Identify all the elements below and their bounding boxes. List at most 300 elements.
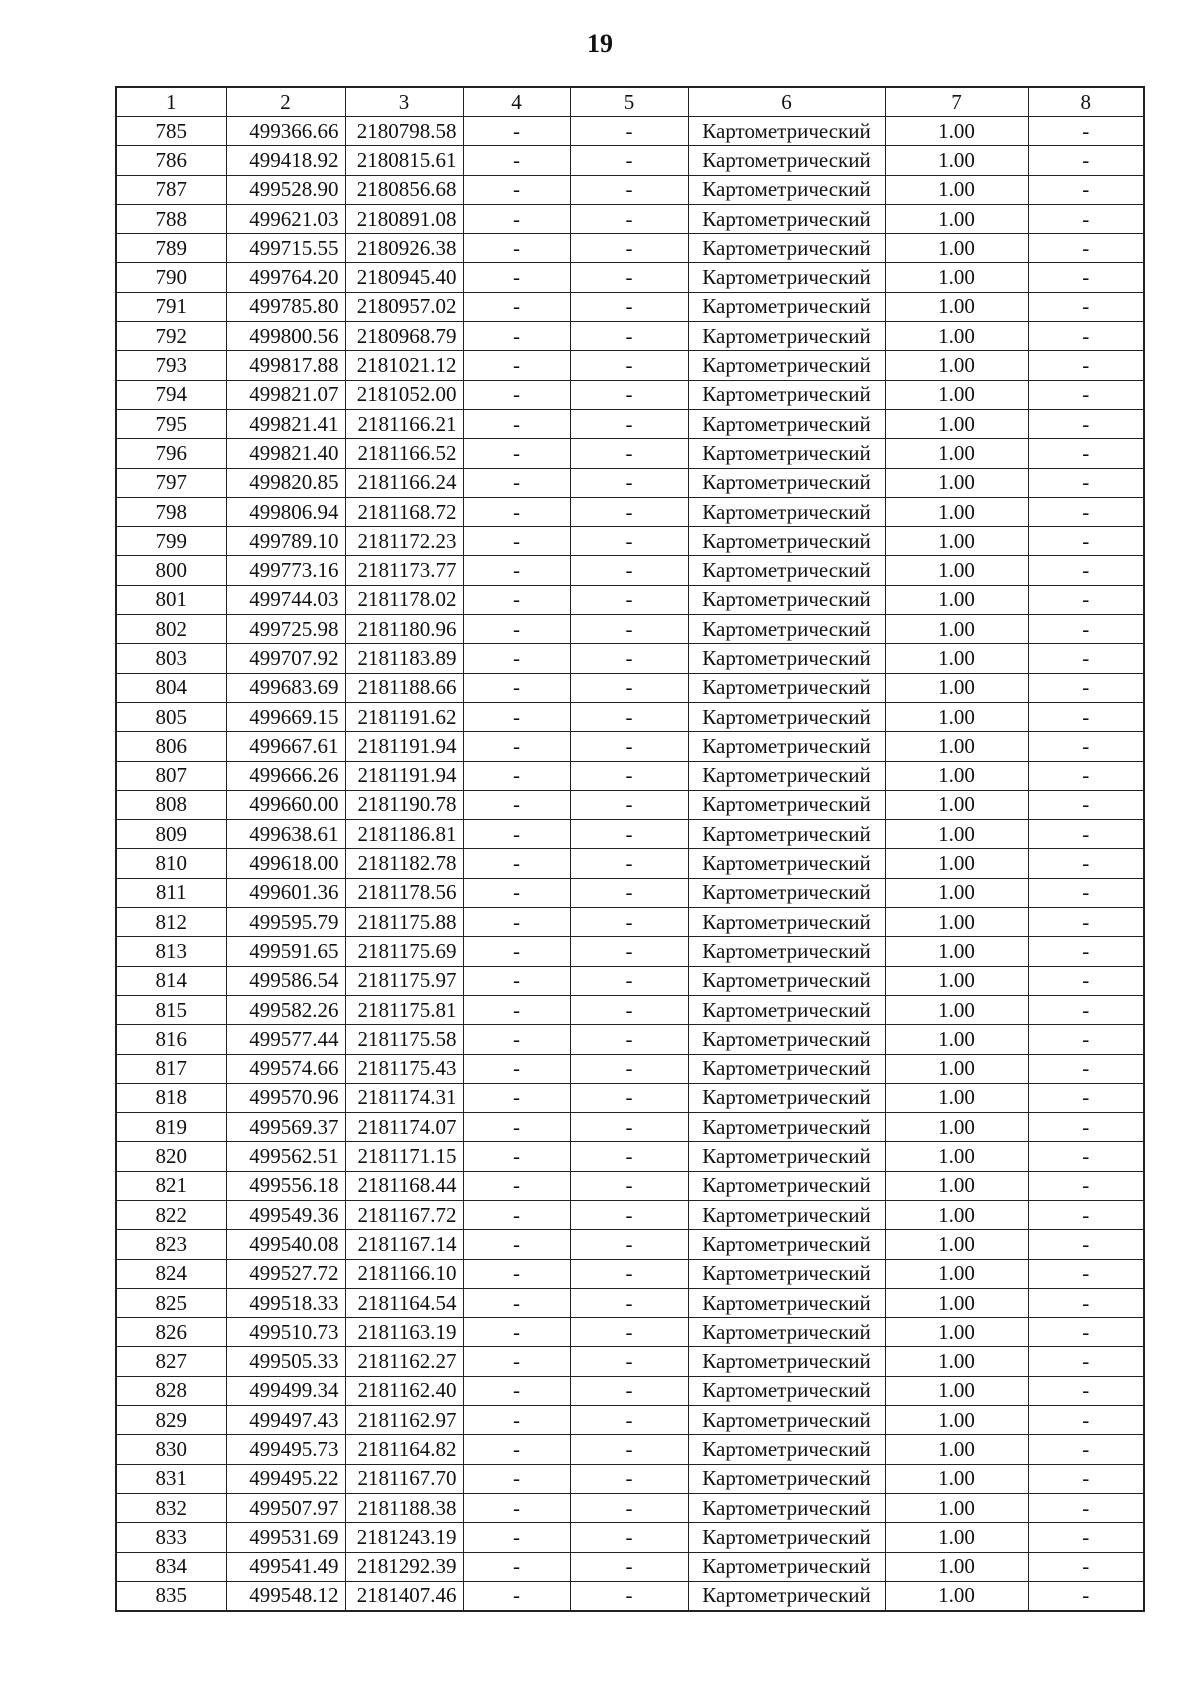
column-4-cell: - xyxy=(463,556,570,585)
column-5-cell: - xyxy=(570,878,688,907)
column-5-cell: - xyxy=(570,409,688,438)
x-coordinate-cell: 499510.73 xyxy=(226,1318,345,1347)
column-4-cell: - xyxy=(463,380,570,409)
method-cell: Картометрический xyxy=(688,1142,885,1171)
column-5-cell: - xyxy=(570,1142,688,1171)
table-row xyxy=(116,908,1144,937)
column-5-cell: - xyxy=(570,322,688,351)
method-cell: Картометрический xyxy=(688,1259,885,1288)
method-cell: Картометрический xyxy=(688,1113,885,1142)
point-number-cell: 811 xyxy=(116,878,226,907)
table-row xyxy=(116,1581,1144,1611)
accuracy-cell: 1.00 xyxy=(885,702,1028,731)
column-5-cell: - xyxy=(570,1435,688,1464)
table-row xyxy=(116,468,1144,497)
table-row xyxy=(116,849,1144,878)
y-coordinate-cell: 2180926.38 xyxy=(345,234,463,263)
y-coordinate-cell: 2180957.02 xyxy=(345,292,463,321)
column-5-cell: - xyxy=(570,468,688,497)
column-5-cell: - xyxy=(570,1200,688,1229)
y-coordinate-cell: 2180815.61 xyxy=(345,146,463,175)
method-cell: Картометрический xyxy=(688,1406,885,1435)
y-coordinate-cell: 2181186.81 xyxy=(345,820,463,849)
x-coordinate-cell: 499366.66 xyxy=(226,117,345,146)
point-number-cell: 822 xyxy=(116,1200,226,1229)
y-coordinate-cell: 2181292.39 xyxy=(345,1552,463,1581)
column-8-cell: - xyxy=(1028,1581,1144,1611)
column-header: 6 xyxy=(688,87,885,117)
point-number-cell: 815 xyxy=(116,995,226,1024)
column-4-cell: - xyxy=(463,1493,570,1522)
accuracy-cell: 1.00 xyxy=(885,1406,1028,1435)
method-cell: Картометрический xyxy=(688,908,885,937)
accuracy-cell: 1.00 xyxy=(885,1318,1028,1347)
point-number-cell: 786 xyxy=(116,146,226,175)
column-4-cell: - xyxy=(463,351,570,380)
column-5-cell: - xyxy=(570,380,688,409)
table-row xyxy=(116,556,1144,585)
column-5-cell: - xyxy=(570,1113,688,1142)
column-5-cell: - xyxy=(570,1464,688,1493)
column-5-cell: - xyxy=(570,1288,688,1317)
x-coordinate-cell: 499518.33 xyxy=(226,1288,345,1317)
accuracy-cell: 1.00 xyxy=(885,966,1028,995)
method-cell: Картометрический xyxy=(688,878,885,907)
column-8-cell: - xyxy=(1028,1406,1144,1435)
accuracy-cell: 1.00 xyxy=(885,644,1028,673)
accuracy-cell: 1.00 xyxy=(885,204,1028,233)
accuracy-cell: 1.00 xyxy=(885,995,1028,1024)
column-5-cell: - xyxy=(570,1054,688,1083)
accuracy-cell: 1.00 xyxy=(885,849,1028,878)
column-4-cell: - xyxy=(463,204,570,233)
column-4-cell: - xyxy=(463,1523,570,1552)
column-8-cell: - xyxy=(1028,908,1144,937)
accuracy-cell: 1.00 xyxy=(885,1142,1028,1171)
column-8-cell: - xyxy=(1028,1435,1144,1464)
column-4-cell: - xyxy=(463,585,570,614)
accuracy-cell: 1.00 xyxy=(885,1230,1028,1259)
column-4-cell: - xyxy=(463,908,570,937)
column-8-cell: - xyxy=(1028,1142,1144,1171)
method-cell: Картометрический xyxy=(688,1581,885,1611)
x-coordinate-cell: 499497.43 xyxy=(226,1406,345,1435)
column-8-cell: - xyxy=(1028,146,1144,175)
method-cell: Картометрический xyxy=(688,849,885,878)
accuracy-cell: 1.00 xyxy=(885,1523,1028,1552)
table-row xyxy=(116,1523,1144,1552)
method-cell: Картометрический xyxy=(688,439,885,468)
y-coordinate-cell: 2181407.46 xyxy=(345,1581,463,1611)
point-number-cell: 831 xyxy=(116,1464,226,1493)
point-number-cell: 794 xyxy=(116,380,226,409)
x-coordinate-cell: 499744.03 xyxy=(226,585,345,614)
column-8-cell: - xyxy=(1028,1347,1144,1376)
table-row xyxy=(116,263,1144,292)
column-8-cell: - xyxy=(1028,204,1144,233)
x-coordinate-cell: 499660.00 xyxy=(226,790,345,819)
y-coordinate-cell: 2181175.58 xyxy=(345,1025,463,1054)
accuracy-cell: 1.00 xyxy=(885,1376,1028,1405)
y-coordinate-cell: 2181171.15 xyxy=(345,1142,463,1171)
accuracy-cell: 1.00 xyxy=(885,673,1028,702)
column-4-cell: - xyxy=(463,1259,570,1288)
method-cell: Картометрический xyxy=(688,322,885,351)
accuracy-cell: 1.00 xyxy=(885,497,1028,526)
accuracy-cell: 1.00 xyxy=(885,234,1028,263)
table-row xyxy=(116,497,1144,526)
y-coordinate-cell: 2181243.19 xyxy=(345,1523,463,1552)
x-coordinate-cell: 499821.40 xyxy=(226,439,345,468)
table-row xyxy=(116,1347,1144,1376)
point-number-cell: 802 xyxy=(116,615,226,644)
table-row xyxy=(116,1288,1144,1317)
point-number-cell: 787 xyxy=(116,175,226,204)
coordinates-table xyxy=(115,86,1145,1612)
accuracy-cell: 1.00 xyxy=(885,1113,1028,1142)
accuracy-cell: 1.00 xyxy=(885,556,1028,585)
table-row xyxy=(116,1259,1144,1288)
column-4-cell: - xyxy=(463,409,570,438)
x-coordinate-cell: 499806.94 xyxy=(226,497,345,526)
column-4-cell: - xyxy=(463,673,570,702)
column-4-cell: - xyxy=(463,263,570,292)
column-5-cell: - xyxy=(570,1493,688,1522)
column-8-cell: - xyxy=(1028,849,1144,878)
method-cell: Картометрический xyxy=(688,380,885,409)
column-8-cell: - xyxy=(1028,966,1144,995)
column-4-cell: - xyxy=(463,702,570,731)
column-8-cell: - xyxy=(1028,1552,1144,1581)
column-8-cell: - xyxy=(1028,234,1144,263)
method-cell: Картометрический xyxy=(688,732,885,761)
method-cell: Картометрический xyxy=(688,1376,885,1405)
accuracy-cell: 1.00 xyxy=(885,761,1028,790)
point-number-cell: 816 xyxy=(116,1025,226,1054)
column-4-cell: - xyxy=(463,1318,570,1347)
column-5-cell: - xyxy=(570,146,688,175)
column-8-cell: - xyxy=(1028,1464,1144,1493)
column-8-cell: - xyxy=(1028,1523,1144,1552)
column-header: 3 xyxy=(345,87,463,117)
column-header: 2 xyxy=(226,87,345,117)
column-8-cell: - xyxy=(1028,322,1144,351)
y-coordinate-cell: 2181191.94 xyxy=(345,732,463,761)
column-8-cell: - xyxy=(1028,585,1144,614)
y-coordinate-cell: 2180891.08 xyxy=(345,204,463,233)
x-coordinate-cell: 499548.12 xyxy=(226,1581,345,1611)
table-row xyxy=(116,351,1144,380)
point-number-cell: 812 xyxy=(116,908,226,937)
column-8-cell: - xyxy=(1028,497,1144,526)
column-8-cell: - xyxy=(1028,1200,1144,1229)
point-number-cell: 823 xyxy=(116,1230,226,1259)
column-4-cell: - xyxy=(463,439,570,468)
x-coordinate-cell: 499540.08 xyxy=(226,1230,345,1259)
y-coordinate-cell: 2181175.97 xyxy=(345,966,463,995)
page-number: 19 xyxy=(587,29,613,58)
column-5-cell: - xyxy=(570,908,688,937)
accuracy-cell: 1.00 xyxy=(885,380,1028,409)
x-coordinate-cell: 499577.44 xyxy=(226,1025,345,1054)
accuracy-cell: 1.00 xyxy=(885,878,1028,907)
point-number-cell: 827 xyxy=(116,1347,226,1376)
x-coordinate-cell: 499528.90 xyxy=(226,175,345,204)
method-cell: Картометрический xyxy=(688,673,885,702)
accuracy-cell: 1.00 xyxy=(885,351,1028,380)
column-4-cell: - xyxy=(463,1581,570,1611)
column-4-cell: - xyxy=(463,1083,570,1112)
point-number-cell: 809 xyxy=(116,820,226,849)
column-8-cell: - xyxy=(1028,351,1144,380)
x-coordinate-cell: 499586.54 xyxy=(226,966,345,995)
column-8-cell: - xyxy=(1028,1376,1144,1405)
column-5-cell: - xyxy=(570,1230,688,1259)
table-row xyxy=(116,1464,1144,1493)
column-5-cell: - xyxy=(570,732,688,761)
x-coordinate-cell: 499601.36 xyxy=(226,878,345,907)
y-coordinate-cell: 2181164.54 xyxy=(345,1288,463,1317)
y-coordinate-cell: 2181166.10 xyxy=(345,1259,463,1288)
table-row xyxy=(116,292,1144,321)
method-cell: Картометрический xyxy=(688,1025,885,1054)
column-8-cell: - xyxy=(1028,937,1144,966)
column-5-cell: - xyxy=(570,585,688,614)
x-coordinate-cell: 499418.92 xyxy=(226,146,345,175)
column-8-cell: - xyxy=(1028,1288,1144,1317)
y-coordinate-cell: 2181188.38 xyxy=(345,1493,463,1522)
accuracy-cell: 1.00 xyxy=(885,937,1028,966)
y-coordinate-cell: 2181178.56 xyxy=(345,878,463,907)
point-number-cell: 796 xyxy=(116,439,226,468)
table-row xyxy=(116,1435,1144,1464)
accuracy-cell: 1.00 xyxy=(885,1259,1028,1288)
x-coordinate-cell: 499666.26 xyxy=(226,761,345,790)
column-8-cell: - xyxy=(1028,409,1144,438)
accuracy-cell: 1.00 xyxy=(885,1083,1028,1112)
column-8-cell: - xyxy=(1028,263,1144,292)
method-cell: Картометрический xyxy=(688,292,885,321)
point-number-cell: 835 xyxy=(116,1581,226,1611)
y-coordinate-cell: 2181191.94 xyxy=(345,761,463,790)
table-row xyxy=(116,439,1144,468)
point-number-cell: 829 xyxy=(116,1406,226,1435)
x-coordinate-cell: 499541.49 xyxy=(226,1552,345,1581)
x-coordinate-cell: 499789.10 xyxy=(226,527,345,556)
y-coordinate-cell: 2181175.43 xyxy=(345,1054,463,1083)
column-5-cell: - xyxy=(570,527,688,556)
table-row xyxy=(116,234,1144,263)
method-cell: Картометрический xyxy=(688,263,885,292)
y-coordinate-cell: 2181174.31 xyxy=(345,1083,463,1112)
y-coordinate-cell: 2180856.68 xyxy=(345,175,463,204)
column-8-cell: - xyxy=(1028,878,1144,907)
y-coordinate-cell: 2181162.97 xyxy=(345,1406,463,1435)
column-4-cell: - xyxy=(463,322,570,351)
column-8-cell: - xyxy=(1028,1493,1144,1522)
column-5-cell: - xyxy=(570,351,688,380)
method-cell: Картометрический xyxy=(688,644,885,673)
table-row xyxy=(116,1318,1144,1347)
table-header-row xyxy=(116,87,1144,117)
method-cell: Картометрический xyxy=(688,1318,885,1347)
method-cell: Картометрический xyxy=(688,1230,885,1259)
method-cell: Картометрический xyxy=(688,1054,885,1083)
column-4-cell: - xyxy=(463,1376,570,1405)
column-4-cell: - xyxy=(463,1288,570,1317)
column-5-cell: - xyxy=(570,673,688,702)
y-coordinate-cell: 2181162.27 xyxy=(345,1347,463,1376)
point-number-cell: 799 xyxy=(116,527,226,556)
y-coordinate-cell: 2181191.62 xyxy=(345,702,463,731)
table-row xyxy=(116,644,1144,673)
column-4-cell: - xyxy=(463,615,570,644)
point-number-cell: 804 xyxy=(116,673,226,702)
method-cell: Картометрический xyxy=(688,761,885,790)
method-cell: Картометрический xyxy=(688,556,885,585)
x-coordinate-cell: 499669.15 xyxy=(226,702,345,731)
point-number-cell: 814 xyxy=(116,966,226,995)
accuracy-cell: 1.00 xyxy=(885,439,1028,468)
column-8-cell: - xyxy=(1028,1318,1144,1347)
column-8-cell: - xyxy=(1028,644,1144,673)
column-5-cell: - xyxy=(570,117,688,146)
column-5-cell: - xyxy=(570,1318,688,1347)
accuracy-cell: 1.00 xyxy=(885,1435,1028,1464)
y-coordinate-cell: 2181175.88 xyxy=(345,908,463,937)
table-body xyxy=(116,117,1144,1612)
method-cell: Картометрический xyxy=(688,937,885,966)
method-cell: Картометрический xyxy=(688,204,885,233)
table-row xyxy=(116,1142,1144,1171)
x-coordinate-cell: 499499.34 xyxy=(226,1376,345,1405)
method-cell: Картометрический xyxy=(688,351,885,380)
column-4-cell: - xyxy=(463,1171,570,1200)
column-5-cell: - xyxy=(570,702,688,731)
y-coordinate-cell: 2181188.66 xyxy=(345,673,463,702)
column-8-cell: - xyxy=(1028,1259,1144,1288)
table-row xyxy=(116,1054,1144,1083)
column-5-cell: - xyxy=(570,966,688,995)
column-4-cell: - xyxy=(463,937,570,966)
method-cell: Картометрический xyxy=(688,1200,885,1229)
method-cell: Картометрический xyxy=(688,1435,885,1464)
column-5-cell: - xyxy=(570,439,688,468)
column-8-cell: - xyxy=(1028,1054,1144,1083)
y-coordinate-cell: 2181162.40 xyxy=(345,1376,463,1405)
method-cell: Картометрический xyxy=(688,497,885,526)
column-8-cell: - xyxy=(1028,820,1144,849)
method-cell: Картометрический xyxy=(688,585,885,614)
point-number-cell: 805 xyxy=(116,702,226,731)
method-cell: Картометрический xyxy=(688,1552,885,1581)
y-coordinate-cell: 2181173.77 xyxy=(345,556,463,585)
column-8-cell: - xyxy=(1028,615,1144,644)
column-4-cell: - xyxy=(463,1200,570,1229)
table-row xyxy=(116,1406,1144,1435)
table-row xyxy=(116,673,1144,702)
accuracy-cell: 1.00 xyxy=(885,146,1028,175)
column-5-cell: - xyxy=(570,556,688,585)
table-row xyxy=(116,1171,1144,1200)
y-coordinate-cell: 2180968.79 xyxy=(345,322,463,351)
column-8-cell: - xyxy=(1028,673,1144,702)
accuracy-cell: 1.00 xyxy=(885,585,1028,614)
column-4-cell: - xyxy=(463,292,570,321)
column-4-cell: - xyxy=(463,820,570,849)
column-8-cell: - xyxy=(1028,761,1144,790)
column-5-cell: - xyxy=(570,1171,688,1200)
method-cell: Картометрический xyxy=(688,1493,885,1522)
column-8-cell: - xyxy=(1028,117,1144,146)
y-coordinate-cell: 2181183.89 xyxy=(345,644,463,673)
x-coordinate-cell: 499618.00 xyxy=(226,849,345,878)
x-coordinate-cell: 499667.61 xyxy=(226,732,345,761)
column-4-cell: - xyxy=(463,1406,570,1435)
method-cell: Картометрический xyxy=(688,234,885,263)
column-8-cell: - xyxy=(1028,1083,1144,1112)
column-8-cell: - xyxy=(1028,1113,1144,1142)
x-coordinate-cell: 499820.85 xyxy=(226,468,345,497)
column-4-cell: - xyxy=(463,1025,570,1054)
accuracy-cell: 1.00 xyxy=(885,263,1028,292)
point-number-cell: 798 xyxy=(116,497,226,526)
method-cell: Картометрический xyxy=(688,146,885,175)
column-8-cell: - xyxy=(1028,995,1144,1024)
column-4-cell: - xyxy=(463,146,570,175)
accuracy-cell: 1.00 xyxy=(885,1464,1028,1493)
accuracy-cell: 1.00 xyxy=(885,615,1028,644)
x-coordinate-cell: 499817.88 xyxy=(226,351,345,380)
table-row xyxy=(116,380,1144,409)
x-coordinate-cell: 499773.16 xyxy=(226,556,345,585)
method-cell: Картометрический xyxy=(688,995,885,1024)
x-coordinate-cell: 499785.80 xyxy=(226,292,345,321)
y-coordinate-cell: 2181167.72 xyxy=(345,1200,463,1229)
accuracy-cell: 1.00 xyxy=(885,468,1028,497)
point-number-cell: 821 xyxy=(116,1171,226,1200)
column-5-cell: - xyxy=(570,1347,688,1376)
column-5-cell: - xyxy=(570,790,688,819)
column-4-cell: - xyxy=(463,1464,570,1493)
column-8-cell: - xyxy=(1028,1171,1144,1200)
x-coordinate-cell: 499495.22 xyxy=(226,1464,345,1493)
point-number-cell: 833 xyxy=(116,1523,226,1552)
y-coordinate-cell: 2181166.21 xyxy=(345,409,463,438)
y-coordinate-cell: 2181167.70 xyxy=(345,1464,463,1493)
column-8-cell: - xyxy=(1028,527,1144,556)
point-number-cell: 797 xyxy=(116,468,226,497)
point-number-cell: 807 xyxy=(116,761,226,790)
x-coordinate-cell: 499800.56 xyxy=(226,322,345,351)
x-coordinate-cell: 499505.33 xyxy=(226,1347,345,1376)
accuracy-cell: 1.00 xyxy=(885,1493,1028,1522)
column-4-cell: - xyxy=(463,878,570,907)
accuracy-cell: 1.00 xyxy=(885,292,1028,321)
method-cell: Картометрический xyxy=(688,820,885,849)
column-8-cell: - xyxy=(1028,292,1144,321)
x-coordinate-cell: 499549.36 xyxy=(226,1200,345,1229)
table-row xyxy=(116,1376,1144,1405)
accuracy-cell: 1.00 xyxy=(885,1288,1028,1317)
point-number-cell: 824 xyxy=(116,1259,226,1288)
x-coordinate-cell: 499495.73 xyxy=(226,1435,345,1464)
method-cell: Картометрический xyxy=(688,117,885,146)
accuracy-cell: 1.00 xyxy=(885,1171,1028,1200)
column-4-cell: - xyxy=(463,1347,570,1376)
table-row xyxy=(116,527,1144,556)
x-coordinate-cell: 499531.69 xyxy=(226,1523,345,1552)
